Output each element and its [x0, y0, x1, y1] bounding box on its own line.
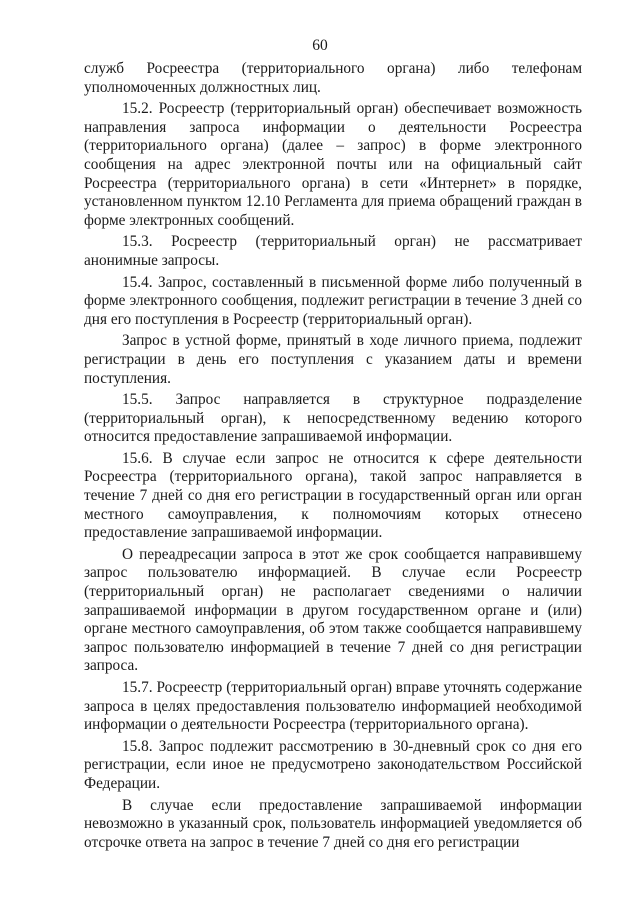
paragraph-15-4: 15.4. Запрос, составленный в письменной форме либо полученный в форме электронного сообщения, подлежит регистрации в течение 3 дней со дня его поступления в Росреестр (территориальный орган).: [84, 273, 582, 328]
paragraph-oral-request: Запрос в устной форме, принятый в ходе личного приема, подлежит регистрации в день его поступления с указанием даты и времени поступления.: [84, 332, 582, 387]
page-body: [84, 60, 582, 852]
paragraph-15-5: 15.5. Запрос направляется в структурное подразделение (территориальный орган), к непосредственному ведению которого относится предоставление запрашиваемой информации.: [84, 391, 582, 446]
paragraph-readdressing: О переадресации запроса в этот же срок сообщается направившему запрос пользователю информацией. В случае если Росреестр (территориальный орган) не располагает сведениями о наличии запрашиваемой информации в другом государственном органе и (или) органе местного самоуправления, об этом также сообщается направившему запрос пользователю информацией в течение 7 дней со дня регистрации запроса.: [84, 545, 582, 675]
paragraph-15-2: 15.2. Росреестр (территориальный орган) обеспечивает возможность направления запроса информации о деятельности Росреестра (территориального органа) (далее – запрос) в форме электронного сообщения на адрес электронной почты или на официальный сайт Росреестра (территориального органа) в сети «Интернет» в порядке, установленном пунктом 12.10 Регламента для приема обращений граждан в форме электронных сообщений.: [84, 100, 582, 229]
paragraph-15-8: 15.8. Запрос подлежит рассмотрению в 30-дневный срок со дня его регистрации, если иное не предусмотрено законодательством Российской Федерации.: [84, 737, 582, 792]
paragraph-deferral: В случае если предоставление запрашиваемой информации невозможно в указанный срок, пользователь информацией уведомляется об отсрочке ответа на запрос в течение 7 дней со дня его регистрации: [84, 796, 582, 851]
paragraph-15-3: 15.3. Росреестр (территориальный орган) не рассматривает анонимные запросы.: [84, 233, 582, 269]
paragraph-15-7: 15.7. Росреестр (территориальный орган) вправе уточнять содержание запроса в целях предоставления пользователю информацией необходимой информации о деятельности Росреестра (территориального органа).: [84, 679, 582, 734]
paragraph-continuation: служб Росреестра (территориального органа) либо телефонам уполномоченных должностных лиц.: [84, 60, 582, 96]
page-number: 60: [312, 37, 328, 54]
paragraph-15-6: 15.6. В случае если запрос не относится к сфере деятельности Росреестра (территориального органа), такой запрос направляется в течение 7 дней со дня его регистрации в государственный орган или орган местного самоуправления, к полномочиям которых отнесено предоставление запрашиваемой информации.: [84, 449, 582, 542]
